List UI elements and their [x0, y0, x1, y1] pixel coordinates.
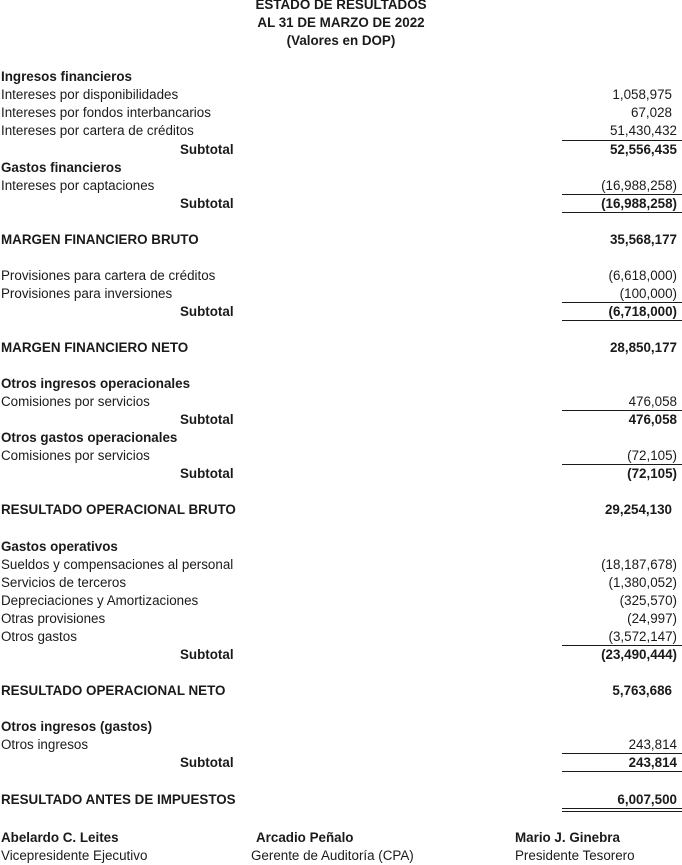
signature-title: Vicepresidente Ejecutivo — [1, 848, 148, 863]
line-item: Otros ingresos 243,814 — [1, 737, 677, 752]
total-row: MARGEN FINANCIERO BRUTO 35,568,177 — [1, 232, 677, 247]
section-heading: Ingresos financieros — [1, 69, 132, 84]
line-item: Otras provisiones (24,997) — [1, 611, 677, 626]
line-item: Intereses por fondos interbancarios 67,028 — [1, 105, 672, 120]
section-heading: Gastos operativos — [1, 539, 118, 554]
subtotal-row: Subtotal 476,058 — [180, 412, 677, 427]
subtotal-rule — [562, 320, 682, 321]
line-item: Provisiones para cartera de créditos (6,618,000) — [1, 268, 677, 283]
subtotal-rule — [562, 771, 682, 772]
total-row: MARGEN FINANCIERO NETO 28,850,177 — [1, 340, 677, 355]
subtotal-rule — [562, 212, 682, 213]
line-item: Provisiones para inversiones (100,000) — [1, 286, 677, 301]
section-heading: Otros ingresos (gastos) — [1, 719, 153, 734]
subtotal-row: Subtotal 243,814 — [180, 755, 677, 770]
signature-name: Mario J. Ginebra — [515, 830, 620, 845]
section-heading: Otros gastos operacionales — [1, 430, 178, 445]
line-item: Servicios de terceros (1,380,052) — [1, 575, 677, 590]
subtotal-row: Subtotal (72,105) — [180, 466, 677, 481]
double-rule-bottom — [562, 811, 682, 812]
line-item: Comisiones por servicios 476,058 — [1, 394, 677, 409]
line-item: Depreciaciones y Amortizaciones (325,570) — [1, 593, 677, 608]
statement-currency: (Valores en DOP) — [286, 33, 396, 48]
statement-title: ESTADO DE RESULTADOS — [255, 0, 427, 12]
line-item: Otros gastos (3,572,147) — [1, 629, 677, 644]
line-item: Intereses por captaciones (16,988,258) — [1, 178, 677, 193]
signature-name: Arcadio Peñalo — [256, 830, 354, 845]
subtotal-row: Subtotal (16,988,258) — [180, 196, 677, 211]
total-row: RESULTADO OPERACIONAL BRUTO 29,254,130 — [1, 502, 672, 517]
double-rule-top — [562, 808, 682, 809]
line-item: Intereses por disponibilidades 1,058,975 — [1, 87, 672, 102]
signature-title: Gerente de Auditoría (CPA) — [251, 848, 414, 863]
section-heading: Gastos financieros — [1, 160, 122, 175]
signature-title: Presidente Tesorero — [515, 848, 635, 863]
subtotal-row: Subtotal (23,490,444) — [180, 647, 677, 662]
total-row: RESULTADO OPERACIONAL NETO 5,763,686 — [1, 683, 672, 698]
subtotal-row: Subtotal (6,718,000) — [180, 304, 677, 319]
subtotal-row: Subtotal 52,556,435 — [180, 142, 677, 157]
line-item: Comisiones por servicios (72,105) — [1, 448, 677, 463]
line-item: Sueldos y compensaciones al personal (18,187,678) — [1, 557, 677, 572]
total-row: RESULTADO ANTES DE IMPUESTOS 6,007,500 — [1, 792, 677, 807]
section-heading: Otros ingresos operacionales — [1, 376, 191, 391]
statement-date: AL 31 DE MARZO DE 2022 — [257, 15, 425, 30]
signature-name: Abelardo C. Leites — [1, 830, 119, 845]
line-item: Intereses por cartera de créditos 51,430,432 — [1, 123, 677, 138]
